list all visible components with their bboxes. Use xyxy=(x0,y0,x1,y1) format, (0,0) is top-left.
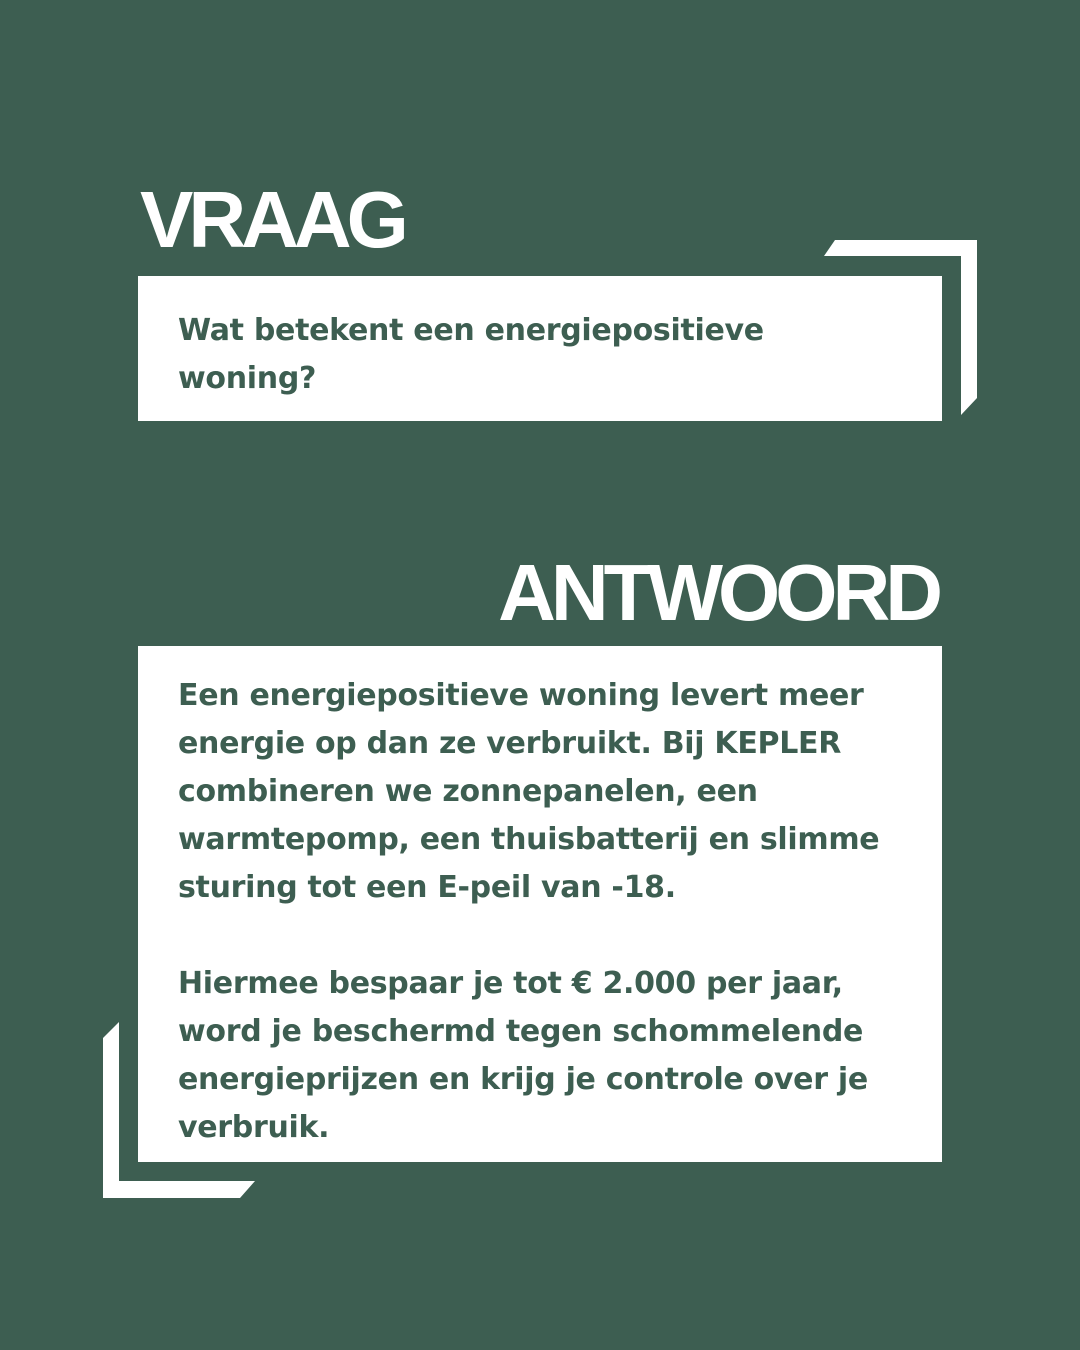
answer-heading: ANTWOORD xyxy=(498,548,938,637)
answer-card xyxy=(138,646,942,1162)
question-text: Wat betekent een energiepositieve woning? xyxy=(178,313,764,396)
answer-paragraph-1: Een energiepositieve woning levert meer energie op dan ze verbruikt. Bij KEPLER combineren we zonnepanelen, een warmtepomp, een thuisbatterij en slimme sturing tot een E-peil van -18. xyxy=(178,678,880,905)
question-heading: VRAAG xyxy=(140,175,404,264)
question-card xyxy=(138,276,942,421)
answer-paragraph-2: Hiermee bespaar je tot € 2.000 per jaar, word je beschermd tegen schommelende energieprijzen en krijg je controle over je verbruik. xyxy=(178,966,868,1145)
